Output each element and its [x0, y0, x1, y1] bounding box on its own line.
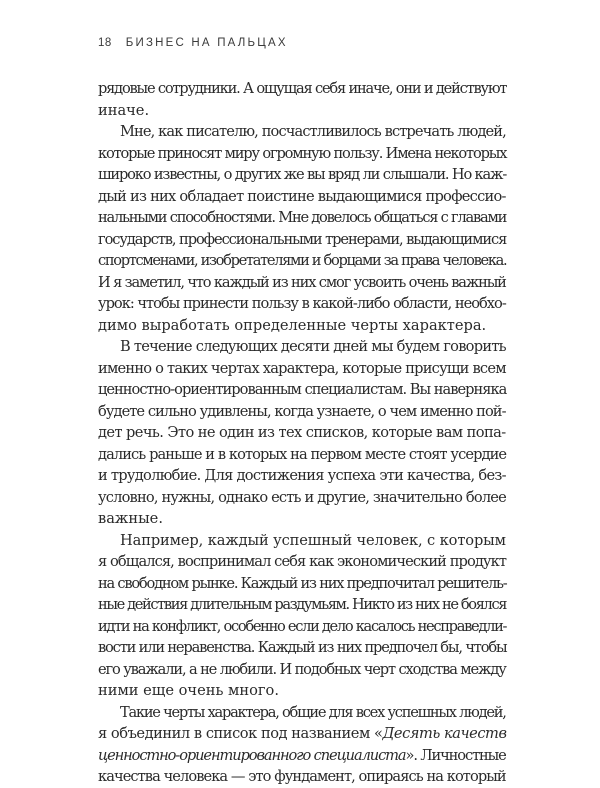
text-line: рядовые сотрудники. А ощущая себя иначе, они и действуют	[98, 80, 507, 97]
text-line: иначе.	[98, 101, 150, 119]
text-line: и трудолюбие. Для достижения успеха эти качества, без-	[98, 467, 506, 484]
text-line: дый из них обладает поистине выдающимися профессио-	[98, 187, 506, 205]
text-line: на свободном рынке. Каждый из них предпочитал решитель-	[98, 574, 507, 592]
text-line: димо выработать определенные черты характера.	[98, 316, 487, 334]
text-line: Мне, как писателю, посчастливилось встречать людей,	[120, 123, 506, 140]
text-line: я общался, воспринимал себя как экономический продукт	[98, 553, 506, 570]
text-line: В течение следующих десяти дней мы будем говорить	[120, 338, 506, 355]
text-line: вости или неравенства. Каждый из них предпочел бы, чтобы	[98, 639, 507, 656]
text-line: качества человека — это фундамент, опираясь на который	[98, 768, 506, 785]
text-line: урок: чтобы принести пользу в какой-либо области, необхо-	[98, 295, 506, 312]
text-line: спортсменами, изобретателями и борцами за права человека.	[98, 252, 507, 269]
text-line: И я заметил, что каждый из них смог усвоить очень важный	[98, 273, 506, 291]
text-line: ные действия длительным раздумьям. Никто из них не боялся	[98, 596, 507, 613]
text-line: государств, профессиональными тренерами, выдающимися	[98, 230, 507, 248]
text-line: ценностно-ориентированного специалиста». Личностные	[98, 746, 506, 764]
text-line: которые приносят миру огромную пользу. Имена некоторых	[98, 144, 507, 162]
text-line: будете сильно удивлены, когда узнаете, о чем именно пой-	[98, 402, 506, 420]
text-line: именно о таких чертах характера, которые присущи всем	[98, 359, 506, 377]
book-title: БИЗНЕС НА ПАЛЬЦАХ	[125, 37, 288, 49]
text-line: нальными способностями. Мне довелось общаться с главами	[98, 209, 507, 226]
text-line: дет речь. Это не один из тех списков, которые вам попа-	[98, 424, 506, 441]
text-line: Например, каждый успешный человек, с которым	[120, 531, 506, 549]
text-line: важные.	[98, 510, 163, 527]
text-line: ценностно-ориентированным специалистам. Вы наверняка	[98, 381, 507, 398]
page-number: 18	[98, 37, 112, 49]
text-line: я объединил в список под названием «Десять качеств	[98, 725, 507, 742]
text-line: ними еще очень много.	[98, 682, 279, 699]
text-line: условно, нужны, однако есть и другие, значительно более	[98, 488, 506, 506]
text-line: широко известны, о других же вы вряд ли слышали. Но каж-	[98, 166, 507, 183]
running-header	[98, 37, 288, 49]
text-line: Такие черты характера, общие для всех успешных людей,	[120, 703, 506, 721]
text-line: его уважали, а не любили. И подобных черт сходства между	[98, 660, 506, 678]
text-line: дались раньше и в которых на первом месте стоят усердие	[98, 445, 507, 463]
body-text	[98, 78, 506, 788]
text-line: идти на конфликт, особенно если дело касалось несправедли-	[98, 617, 507, 635]
